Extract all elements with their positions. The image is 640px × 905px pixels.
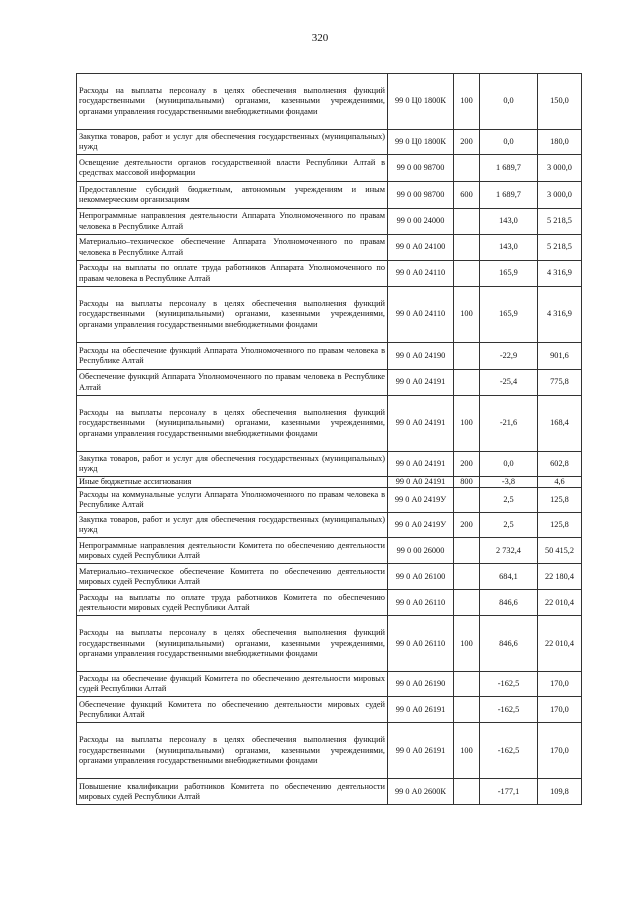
row-name: Материально–техническое обеспечение Аппарата Уполномоченного по правам человека в Республике Алтай [77,235,388,261]
table-row [77,488,582,513]
row-change-amount: 165,9 [480,261,538,287]
row-total-amount: 180,0 [538,130,582,155]
table-row [77,261,582,287]
row-name: Иные бюджетные ассигнования [77,477,388,488]
row-expense-type [454,235,480,261]
row-expense-type: 800 [454,477,480,488]
table-row [77,697,582,723]
row-expense-type [454,155,480,182]
table-row [77,235,582,261]
row-expense-type: 200 [454,513,480,538]
row-total-amount: 4,6 [538,477,582,488]
row-expense-type [454,261,480,287]
row-expense-type [454,370,480,396]
row-name: Материально–техническое обеспечение Комитета по обеспечению деятельности мировых судей Республики Алтай [77,564,388,590]
row-change-amount: -22,9 [480,343,538,370]
row-change-amount: 143,0 [480,235,538,261]
row-change-amount: -25,4 [480,370,538,396]
row-total-amount: 170,0 [538,672,582,697]
row-code: 99 0 А0 24100 [388,235,454,261]
table-row [77,564,582,590]
table-row [77,590,582,616]
row-name: Непрограммные направления деятельности Аппарата Уполномоченного по правам человека в Республике Алтай [77,209,388,235]
row-total-amount: 3 000,0 [538,182,582,209]
row-total-amount: 5 218,5 [538,235,582,261]
table-row [77,287,582,343]
row-name: Освещение деятельности органов государственной власти Республики Алтай в средствах массовой информации [77,155,388,182]
table-row [77,209,582,235]
table-row [77,538,582,564]
row-total-amount: 3 000,0 [538,155,582,182]
row-total-amount: 50 415,2 [538,538,582,564]
row-change-amount: 846,6 [480,616,538,672]
table-row [77,343,582,370]
row-expense-type: 200 [454,452,480,477]
row-expense-type [454,209,480,235]
table-row [77,130,582,155]
row-name: Обеспечение функций Комитета по обеспечению деятельности мировых судей Республики Алтай [77,697,388,723]
row-total-amount: 5 218,5 [538,209,582,235]
budget-table [76,73,582,805]
row-expense-type [454,672,480,697]
row-total-amount: 150,0 [538,74,582,130]
row-name: Расходы на коммунальные услуги Аппарата Уполномоченного по правам человека в Республике Алтай [77,488,388,513]
row-total-amount: 602,8 [538,452,582,477]
row-total-amount: 170,0 [538,723,582,779]
row-code: 99 0 А0 24191 [388,370,454,396]
row-code: 99 0 А0 26100 [388,564,454,590]
row-code: 99 0 Ц0 1800К [388,130,454,155]
row-name: Расходы на выплаты по оплате труда работников Комитета по обеспечению деятельности мировых судей Республики Алтай [77,590,388,616]
row-total-amount: 170,0 [538,697,582,723]
row-name: Расходы на выплаты по оплате труда работников Аппарата Уполномоченного по правам человека в Республике Алтай [77,261,388,287]
row-expense-type [454,590,480,616]
row-name: Расходы на выплаты персоналу в целях обеспечения выполнения функций государственными (муниципальными) органами, казенными учреждениями, органами управления государственными внебюджетными фондами [77,74,388,130]
row-change-amount: -3,8 [480,477,538,488]
row-code: 99 0 А0 26110 [388,590,454,616]
row-total-amount: 125,8 [538,513,582,538]
row-total-amount: 901,6 [538,343,582,370]
row-expense-type [454,697,480,723]
row-code: 99 0 00 24000 [388,209,454,235]
table-row [77,452,582,477]
table-row [77,513,582,538]
table-row [77,779,582,805]
row-change-amount: 165,9 [480,287,538,343]
row-name: Расходы на выплаты персоналу в целях обеспечения выполнения функций государственными (муниципальными) органами, казенными учреждениями, органами управления государственными внебюджетными фондами [77,616,388,672]
row-name: Обеспечение функций Аппарата Уполномоченного по правам человека в Республике Алтай [77,370,388,396]
row-expense-type [454,538,480,564]
page-number: 320 [311,32,329,44]
row-code: 99 0 00 26000 [388,538,454,564]
row-name: Расходы на выплаты персоналу в целях обеспечения выполнения функций государственными (муниципальными) органами, казенными учреждениями, органами управления государственными внебюджетными фондами [77,396,388,452]
row-change-amount: 684,1 [480,564,538,590]
row-code: 99 0 А0 26110 [388,616,454,672]
row-change-amount: 0,0 [480,452,538,477]
row-change-amount: 846,6 [480,590,538,616]
row-name: Расходы на выплаты персоналу в целях обеспечения выполнения функций государственными (муниципальными) органами, казенными учреждениями, органами управления государственными внебюджетными фондами [77,723,388,779]
row-total-amount: 109,8 [538,779,582,805]
row-code: 99 0 А0 24190 [388,343,454,370]
row-total-amount: 4 316,9 [538,287,582,343]
row-change-amount: -177,1 [480,779,538,805]
row-code: 99 0 А0 2600К [388,779,454,805]
row-expense-type: 100 [454,287,480,343]
row-change-amount: -21,6 [480,396,538,452]
table-row [77,182,582,209]
row-code: 99 0 А0 24191 [388,452,454,477]
row-total-amount: 22 180,4 [538,564,582,590]
row-name: Закупка товаров, работ и услуг для обеспечения государственных (муниципальных) нужд [77,130,388,155]
row-expense-type: 200 [454,130,480,155]
row-name: Закупка товаров, работ и услуг для обеспечения государственных (муниципальных) нужд [77,452,388,477]
row-change-amount: 143,0 [480,209,538,235]
row-change-amount: -162,5 [480,672,538,697]
table-row [77,155,582,182]
row-expense-type [454,343,480,370]
row-change-amount: 1 689,7 [480,182,538,209]
row-expense-type [454,488,480,513]
row-code: 99 0 А0 2419У [388,513,454,538]
row-change-amount: 2,5 [480,513,538,538]
row-change-amount: -162,5 [480,723,538,779]
row-change-amount: -162,5 [480,697,538,723]
row-name: Расходы на выплаты персоналу в целях обеспечения выполнения функций государственными (муниципальными) органами, казенными учреждениями, органами управления государственными внебюджетными фондами [77,287,388,343]
row-code: 99 0 А0 24110 [388,287,454,343]
row-code: 99 0 А0 26191 [388,723,454,779]
row-change-amount: 0,0 [480,74,538,130]
table-row [77,396,582,452]
budget-table-body [77,74,582,805]
row-expense-type: 100 [454,396,480,452]
table-row [77,74,582,130]
row-code: 99 0 А0 26191 [388,697,454,723]
row-change-amount: 0,0 [480,130,538,155]
table-row [77,477,582,488]
row-expense-type: 100 [454,616,480,672]
row-total-amount: 125,8 [538,488,582,513]
row-code: 99 0 А0 24110 [388,261,454,287]
row-code: 99 0 Ц0 1800К [388,74,454,130]
row-total-amount: 168,4 [538,396,582,452]
row-name: Предоставление субсидий бюджетным, автономным учреждениям и иным некоммерческим организациям [77,182,388,209]
row-code: 99 0 00 98700 [388,182,454,209]
row-code: 99 0 А0 24191 [388,396,454,452]
table-row [77,672,582,697]
row-change-amount: 2,5 [480,488,538,513]
row-name: Расходы на обеспечение функций Аппарата Уполномоченного по правам человека в Республике Алтай [77,343,388,370]
row-expense-type: 600 [454,182,480,209]
row-total-amount: 22 010,4 [538,616,582,672]
row-code: 99 0 А0 2419У [388,488,454,513]
row-expense-type: 100 [454,723,480,779]
row-name: Повышение квалификации работников Комитета по обеспечению деятельности мировых судей Республики Алтай [77,779,388,805]
table-row [77,723,582,779]
row-name: Непрограммные направления деятельности Комитета по обеспечению деятельности мировых судей Республики Алтай [77,538,388,564]
row-change-amount: 2 732,4 [480,538,538,564]
row-name: Закупка товаров, работ и услуг для обеспечения государственных (муниципальных) нужд [77,513,388,538]
row-code: 99 0 А0 26190 [388,672,454,697]
row-expense-type [454,779,480,805]
table-row [77,616,582,672]
row-expense-type: 100 [454,74,480,130]
row-expense-type [454,564,480,590]
row-code: 99 0 А0 24191 [388,477,454,488]
table-row [77,370,582,396]
row-total-amount: 775,8 [538,370,582,396]
row-total-amount: 22 010,4 [538,590,582,616]
row-name: Расходы на обеспечение функций Комитета по обеспечению деятельности мировых судей Республики Алтай [77,672,388,697]
row-change-amount: 1 689,7 [480,155,538,182]
row-total-amount: 4 316,9 [538,261,582,287]
row-code: 99 0 00 98700 [388,155,454,182]
